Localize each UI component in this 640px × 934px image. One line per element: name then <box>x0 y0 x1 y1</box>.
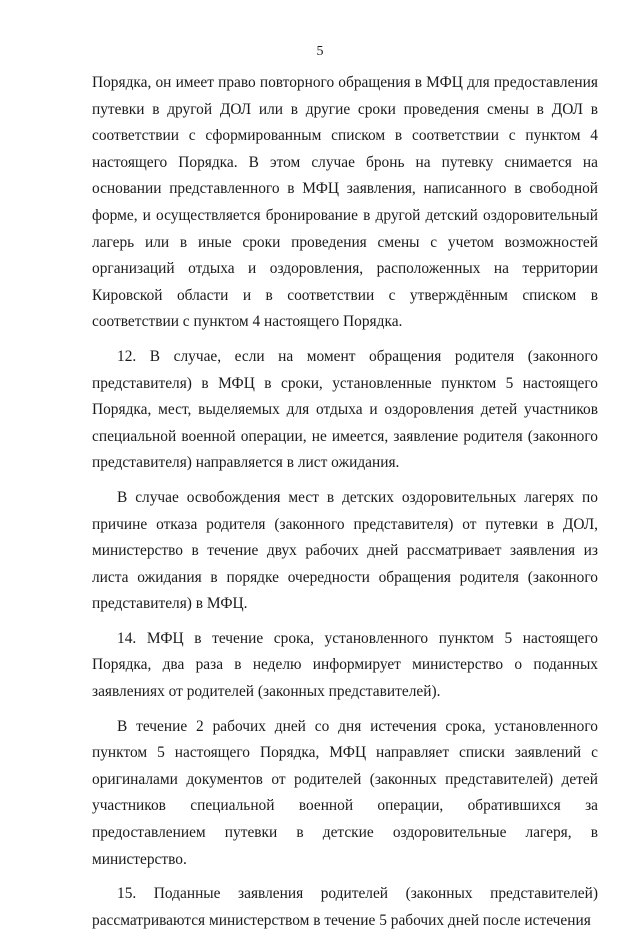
paragraph-item-12: 12. В случае, если на момент обращения родителя (законного представителя) в МФЦ в сроки, установленные пунктом 5 настоящего Порядка, мест, выделяемых для отдыха и оздоровления детей участников специальной военной операции, не имеется, заявление родителя (законного представителя) направляется в лист ожидания. <box>92 347 598 472</box>
page-number: 5 <box>316 44 324 59</box>
paragraph-continuation: Порядка, он имеет право повторного обращения в МФЦ для предоставления путевки в другой ДОЛ или в другие сроки проведения смены в ДОЛ в соответствии с сформированным списком в соответствии с пунктом 4 настоящего Порядка. В этом случае бронь на путевку снимается на основании представленного в МФЦ заявления, написанного в свободной форме, и осуществляется бронирование в другой детский оздоровительный лагерь или в иные сроки проведения смены с учетом возможностей организаций отдыха и оздоровления, расположенных на территории Кировской области и в соответствии с утверждённым списком в соответствии с пунктом 4 настоящего Порядка. <box>92 74 598 331</box>
document-body <box>92 70 598 934</box>
paragraph-lists-submission: В течение 2 рабочих дней со дня истечения срока, установленного пунктом 5 настоящего Порядка, МФЦ направляет списки заявлений с оригиналами документов от родителей (законных представителей) детей участников специальной военной операции, обратившихся за предоставлением путевки в детские оздоровительные лагеря, в министерство. <box>92 717 598 868</box>
paragraph-item-15: 15. Поданные заявления родителей (законных представителей) рассматриваются министерством в течение 5 рабочих дней после истечения <box>92 885 598 929</box>
paragraph-vacancy-release: В случае освобождения мест в детских оздоровительных лагерях по причине отказа родителя (законного представителя) от путевки в ДОЛ, министерство в течение двух рабочих дней рассматривает заявления из листа ожидания в порядке очередности обращения родителя (законного представителя) в МФЦ. <box>92 488 598 613</box>
paragraph-item-14: 14. МФЦ в течение срока, установленного пунктом 5 настоящего Порядка, два раза в неделю информирует министерство о поданных заявлениях от родителей (законных представителей). <box>92 629 598 701</box>
